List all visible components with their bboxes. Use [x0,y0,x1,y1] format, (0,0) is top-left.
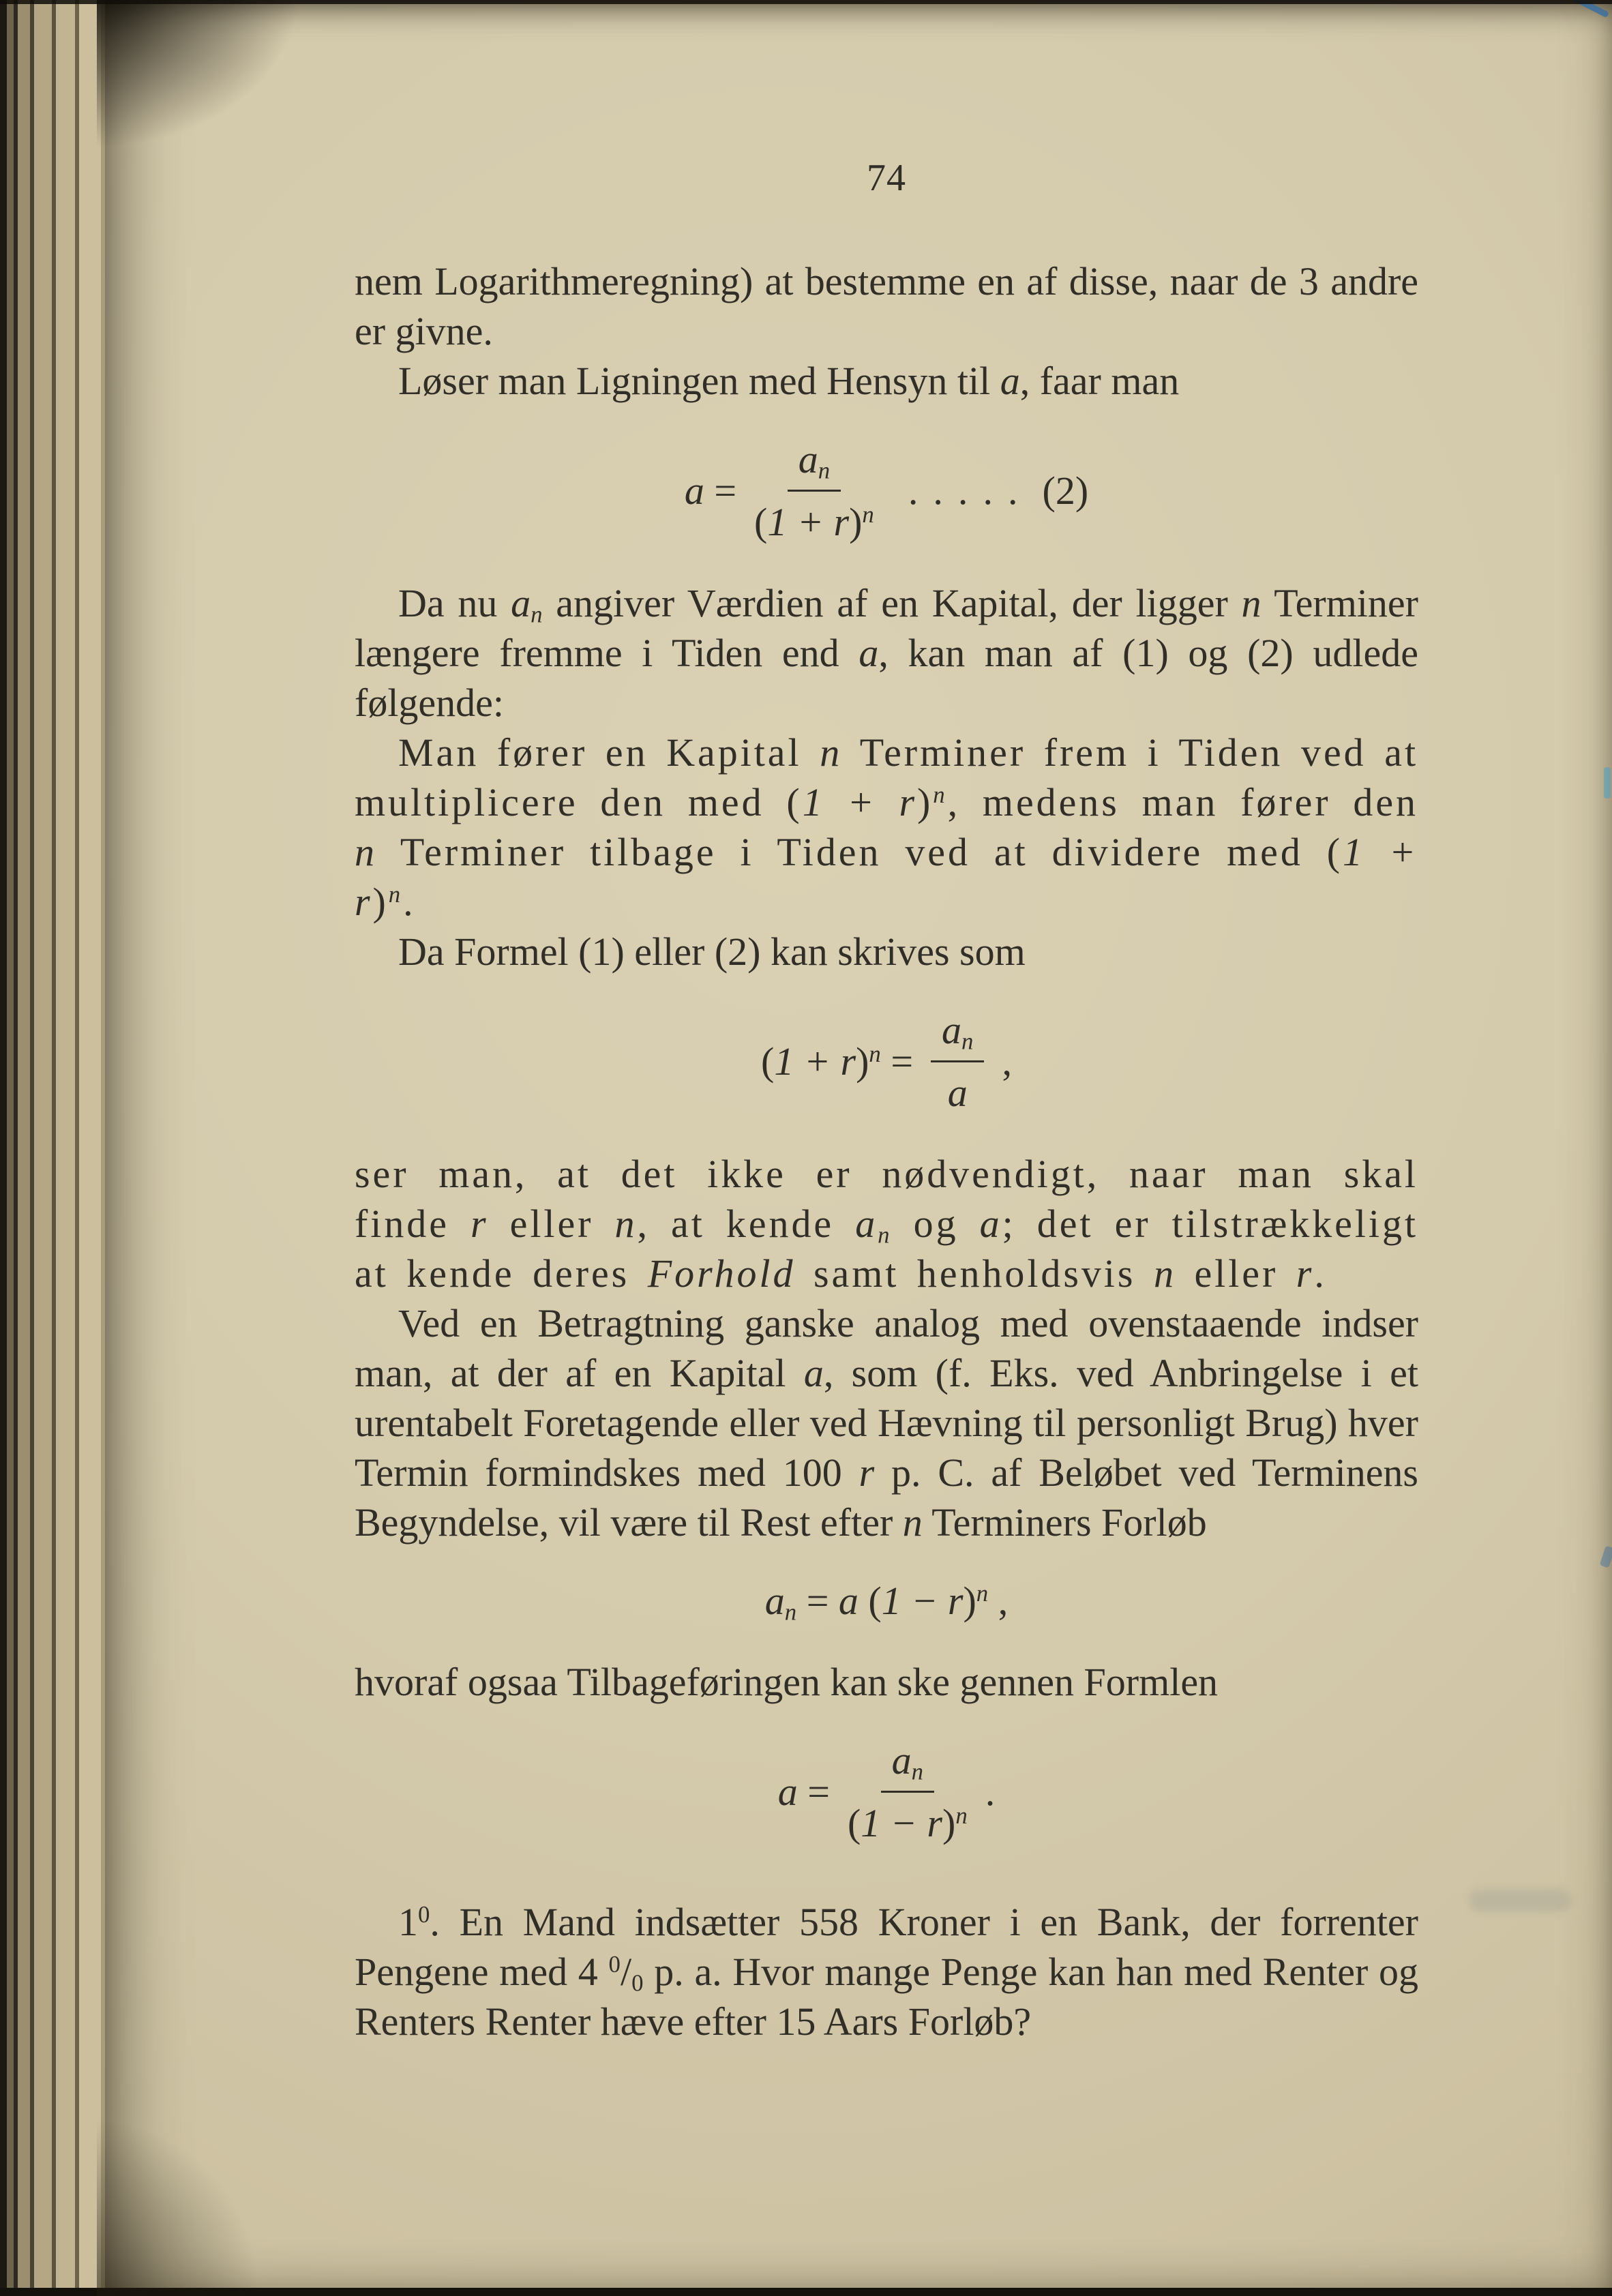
formula-2-lhs: a = [684,468,737,513]
fraction-numerator: $a_n$ [788,434,841,492]
scan-top-edge-line [0,0,1612,4]
fraction-numerator: $a_n$ [881,1735,934,1793]
paragraph-da-formel: Da Formel (1) eller (2) kan skrives som [398,929,1026,974]
book-page [105,0,1612,2288]
page-content [355,153,1418,2046]
formula-mid-lhs: $(1 + r)^n$ = [761,1039,914,1084]
formula-trailing-period: . [985,1770,996,1814]
formula-an-display [355,1576,1418,1626]
formula-2-display [355,434,1418,547]
fraction [754,434,874,547]
formula-inline-line: $a_n = a$ $(1 - r)^n$ , [764,1579,1009,1626]
formula-trailing-comma: , [1002,1039,1012,1084]
paragraph-hvoraf: hvoraf ogsaa Tilbageføringen kan ske gennen Formlen [355,1660,1219,1704]
formula-5-lhs: a = [777,1770,830,1814]
scan-artifact-cyan-dash [1604,767,1611,799]
paragraph-man-foerer-emphasis: Man fører en Kapital n Terminer frem i Tiden ved at multiplicere den med $(1 + r)^n$, medens man fører den n Terminer tilbage i Tiden ved at dividere med $(1 + r)^n$. [355,730,1419,924]
page-corner-shadow-top [97,0,301,149]
scan-artifact-blue-dash [1600,1546,1612,1568]
page-number: 74 [867,157,906,199]
paragraph-loeser-man: Løser man Ligningen med Hensyn til a, faar man [398,359,1180,403]
fraction-denominator: $(1 - r)^n$ [847,1801,968,1845]
paragraph-da-nu: Da nu $a_n$ angiver Værdien af en Kapital, der ligger n Terminer længere fremme i Tiden end a, kan man af (1) og (2) udlede følgende: [355,581,1418,725]
fraction-denominator: $(1 + r)^n$ [754,500,874,544]
fraction-numerator: $a_n$ [931,1005,984,1062]
fraction [848,1735,968,1848]
paragraph-ser-man-emphasis: ser man, at det ikke er nødvendigt, naar man skal finde r eller n, at kende $a_n$ og a; det er tilstrækkeligt at kende deres Forhold samt henholdsvis n eller r. [355,1152,1418,1296]
fraction-denominator: a [947,1071,968,1115]
page-corner-shadow-bottom [97,2119,260,2296]
formula-number-tag: (2) [1042,468,1089,513]
scan-artifact-smudge [1469,1889,1571,1912]
paragraph-exercise-1: $1^0$. En Mand indsætter 558 Kroner i en Bank, der forrenter Pengene med 4 $^0/_0$ p. a. Hvor mange Penge kan han med Renter og Renters Renter hæve efter 15 Aars Forløb? [355,1900,1419,2044]
paragraph-ved-en-betragtning: Ved en Betragtning ganske analog med ovenstaaende indser man, at der af en Kapital a, som (f. Eks. ved Anbringelse i et urentabelt Foretagende eller ved Hævning til personligt Brug) hver Termin formindskes med 100 r p. C. af Beløbet ved Terminens Begyndelse, vil være til Rest efter n Terminers Forløb [355,1301,1419,1545]
formula-rewritten-display [355,1005,1418,1118]
book-binding-edge [0,0,105,2288]
formula-ellipsis-dots: ..... [908,468,1033,513]
paragraph-continuation: nem Logarithmeregning) at bestemme en af disse, naar de 3 andre er givne. [355,259,1418,353]
fraction [931,1005,984,1118]
formula-back-display [355,1735,1418,1848]
